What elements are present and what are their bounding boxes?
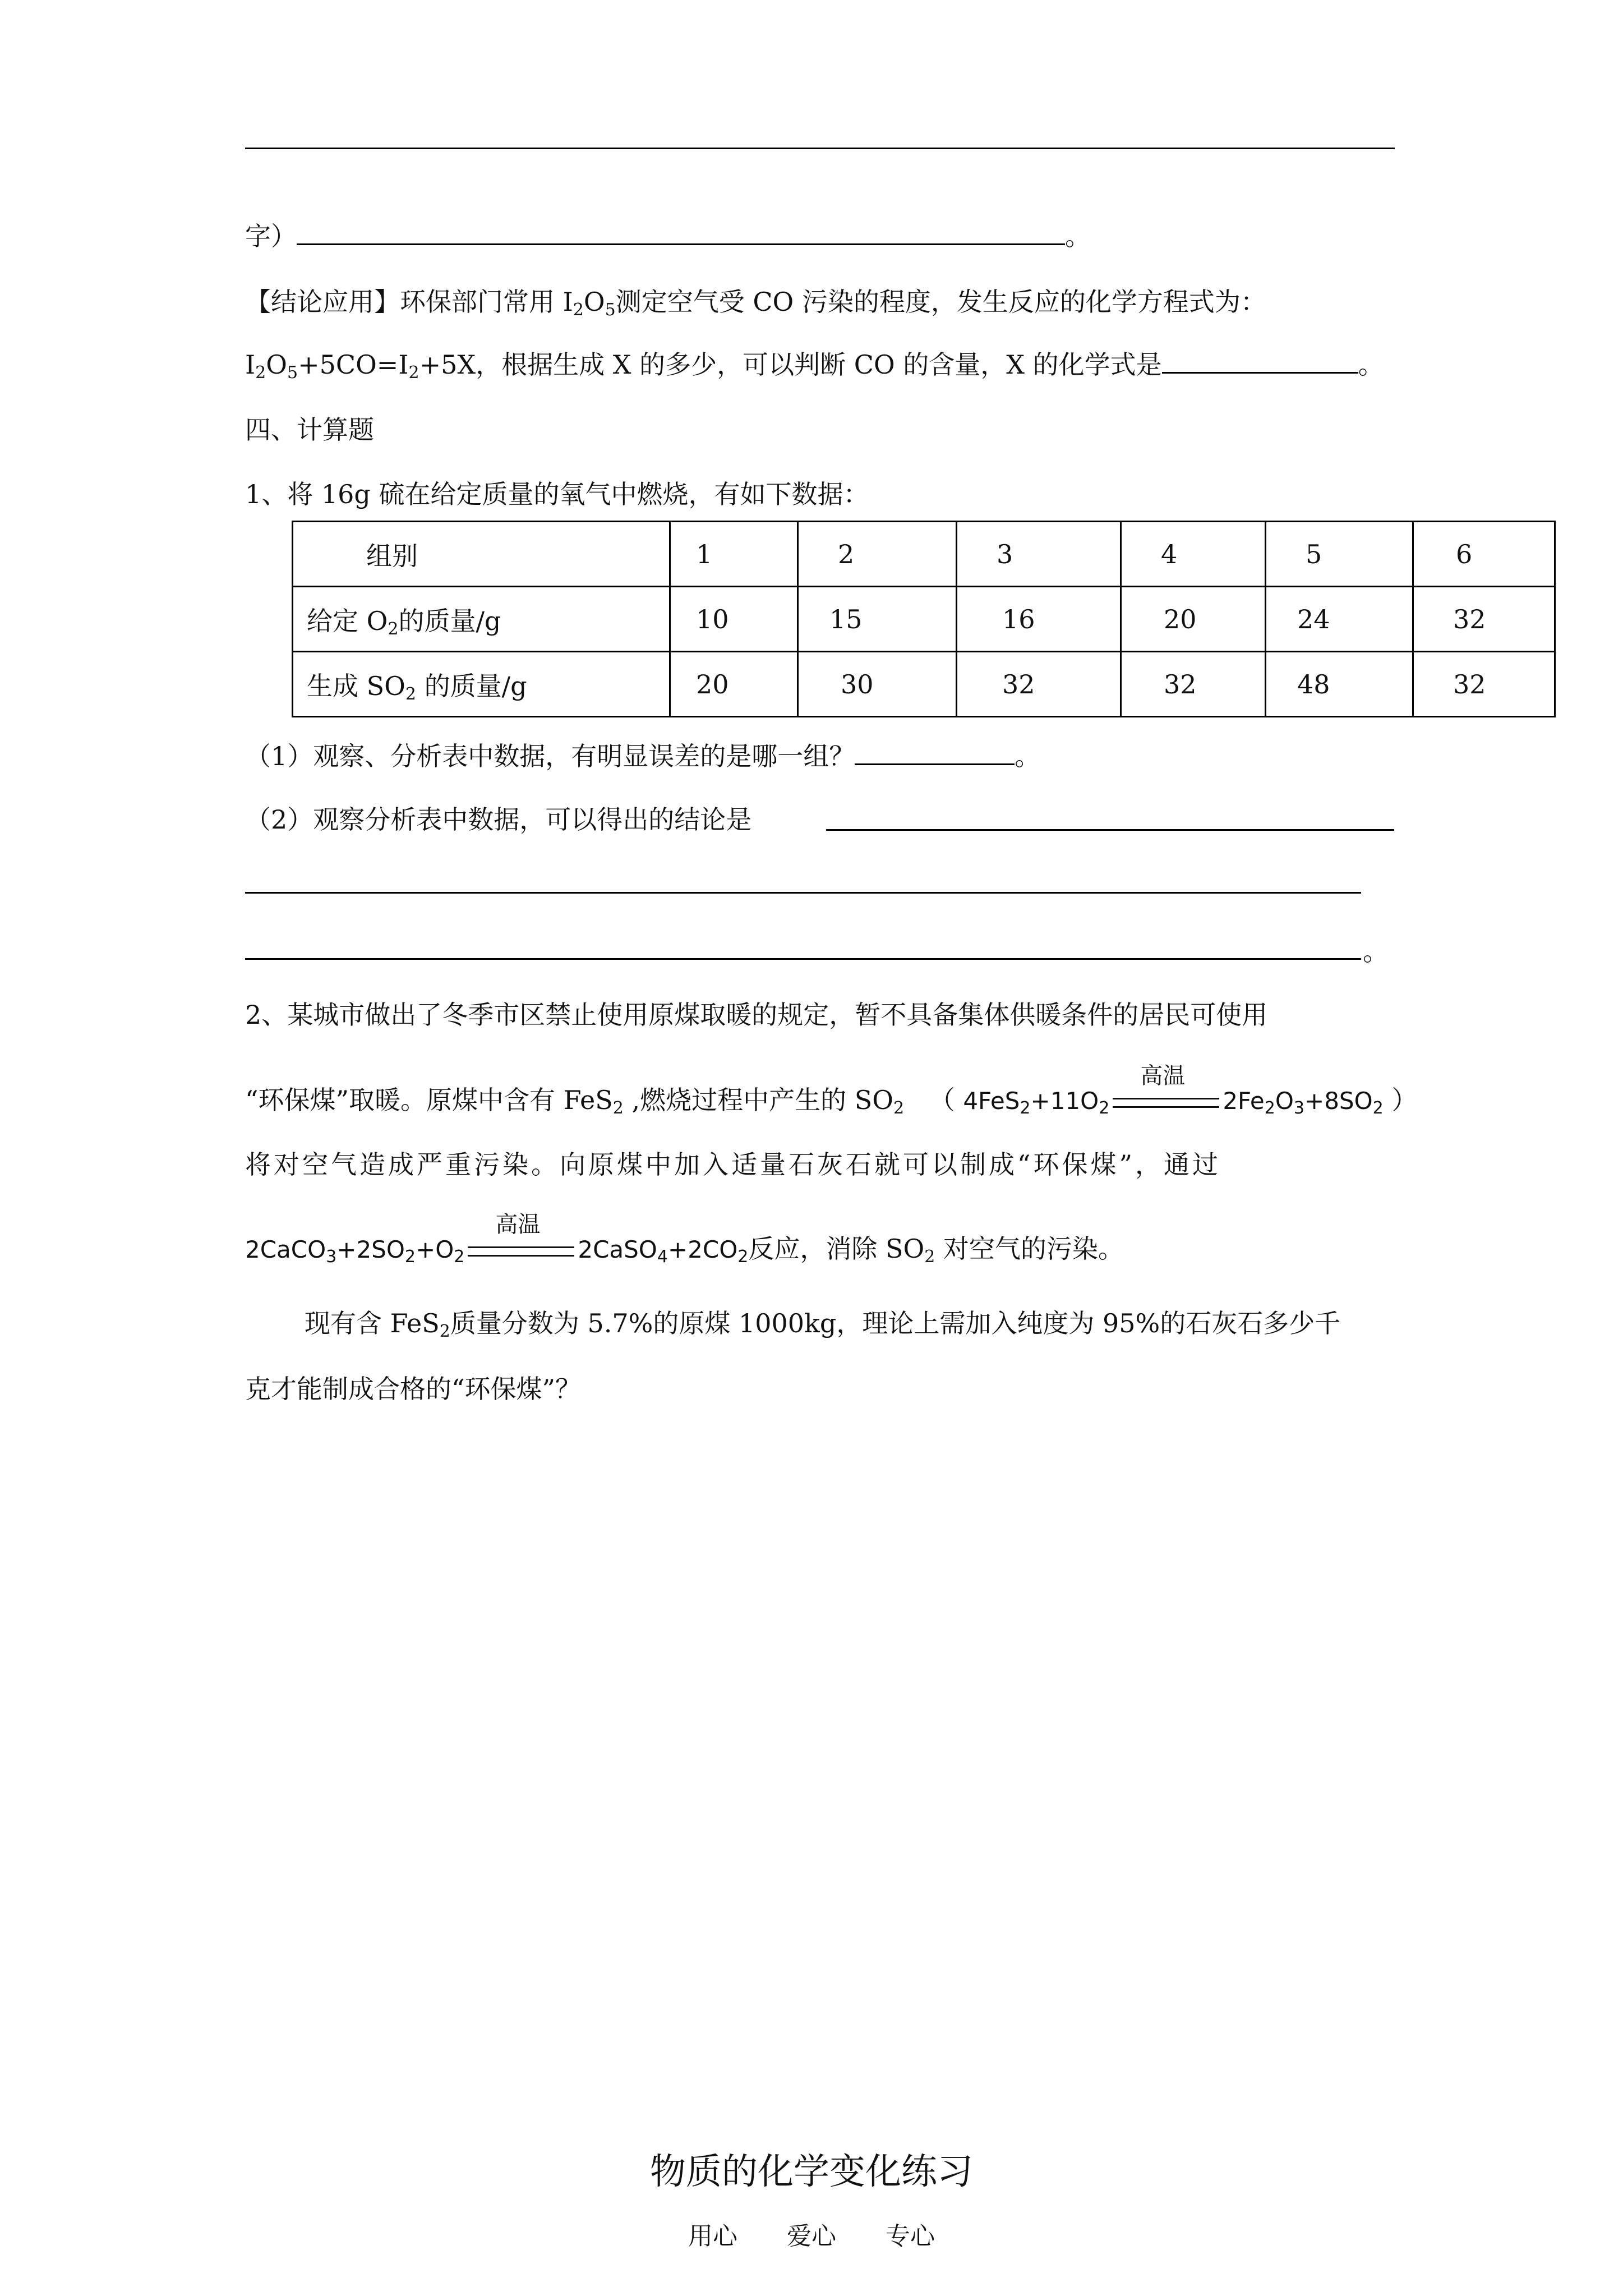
p3-sub-b: 5 xyxy=(287,363,298,383)
p1-post: 。 xyxy=(1065,221,1091,251)
paragraph-1 xyxy=(245,216,1091,253)
data-table xyxy=(292,521,1556,717)
header-rule xyxy=(245,148,1395,149)
conclusion-label: 【结论应用】 xyxy=(245,287,400,317)
q2-line2-b: ,燃烧过程中产生的 SO xyxy=(623,1085,893,1115)
p3-text-b: O xyxy=(266,349,287,380)
p3-post: 。 xyxy=(1358,349,1384,380)
p2-sub-a: 2 xyxy=(573,300,584,320)
q2-line2 xyxy=(245,1063,1418,1118)
q2-line4-a: 反应，消除 SO xyxy=(748,1234,925,1264)
q2-line5-b: 质量分数为 5.7%的原煤 1000kg，理论上需加入纯度为 95%的石灰石多少千 xyxy=(450,1308,1341,1338)
table-cell: 32 xyxy=(957,652,1121,717)
eq2-lhs-a: 2CaCO xyxy=(245,1236,326,1263)
row2-label-b: 的质量/g xyxy=(398,605,501,636)
eq1-rhs-c-sub: 2 xyxy=(1372,1098,1384,1118)
table-cell: 2 xyxy=(798,522,957,587)
eq1-lhs-b: +11O xyxy=(1030,1087,1099,1115)
answer-blank-3[interactable] xyxy=(855,763,1015,765)
q2-line3: 将对空气造成严重污染。向原煤中加入适量石灰石就可以制成“环保煤”，通过 xyxy=(245,1149,1221,1180)
section-heading: 四、计算题 xyxy=(245,415,374,445)
q2-line5-a: 现有含 FeS xyxy=(305,1308,440,1338)
equation-fes2-combustion xyxy=(963,1063,1384,1118)
table-cell: 20 xyxy=(1121,587,1266,652)
p2-sub-b: 5 xyxy=(605,300,616,320)
table-row xyxy=(293,587,1555,652)
table-cell: 32 xyxy=(1413,587,1555,652)
table-cell: 48 xyxy=(1266,652,1413,717)
p2-text-b: O xyxy=(583,287,605,317)
q2-line5-sub: 2 xyxy=(439,1322,450,1341)
eq1-rhs-b-sub: 3 xyxy=(1293,1098,1304,1118)
eq1-lhs-a: 4FeS xyxy=(963,1087,1020,1115)
table-cell: 1 xyxy=(670,522,798,587)
answer-blank-1[interactable] xyxy=(297,243,1065,245)
p2-text-c: 测定空气受 CO 污染的程度，发生反应的化学方程式为： xyxy=(615,287,1266,317)
p3-sub-c: 2 xyxy=(408,363,419,383)
table-row-label-so2 xyxy=(293,652,670,717)
q2-line5 xyxy=(305,1303,1340,1340)
table-cell: 6 xyxy=(1413,522,1555,587)
eq2-condition: 高温 xyxy=(495,1212,541,1237)
eq1-condition: 高温 xyxy=(1140,1063,1186,1089)
table-cell: 5 xyxy=(1266,522,1413,587)
footer-motto: 用心 爱心 专心 xyxy=(688,2222,935,2251)
eq2-rhs-b: +2CO xyxy=(667,1236,738,1263)
table-cell: 24 xyxy=(1266,587,1413,652)
eq2-lhs-c: +O xyxy=(416,1236,454,1263)
q1-sub1-post: 。 xyxy=(1015,741,1041,771)
q2-line2-sub-a: 2 xyxy=(612,1098,624,1118)
p3-sub-a: 2 xyxy=(255,363,266,383)
q2-line4-sub: 2 xyxy=(924,1247,935,1267)
paragraph-equation xyxy=(245,344,1384,381)
p3-text-a: I xyxy=(245,349,256,380)
equation-limestone xyxy=(245,1212,749,1267)
p1-pre: 字） xyxy=(245,221,297,251)
row2-label-sub: 2 xyxy=(388,619,399,639)
table-cell: 15 xyxy=(798,587,957,652)
q1-sub1-text: （1）观察、分析表中数据，有明显误差的是哪一组？ xyxy=(245,741,855,771)
answer-line-3[interactable] xyxy=(245,958,1361,960)
table-cell: 32 xyxy=(1121,652,1266,717)
q2-line2-sub-b: 2 xyxy=(893,1098,905,1118)
footer-title: 物质的化学变化练习 xyxy=(650,2151,973,2193)
eq2-rhs-b-sub: 2 xyxy=(737,1247,749,1267)
eq1-double-arrow xyxy=(1113,1098,1219,1108)
table-cell: 20 xyxy=(670,652,798,717)
answer-line-2[interactable] xyxy=(245,892,1361,894)
q2-line2-close: ） xyxy=(1391,1085,1418,1115)
eq1-lhs-b-sub: 2 xyxy=(1099,1098,1110,1118)
row3-label-sub: 2 xyxy=(405,684,416,704)
p2-text-a: 环保部门常用 I xyxy=(400,287,573,317)
eq1-rhs-a-sub: 2 xyxy=(1264,1098,1275,1118)
table-cell: 16 xyxy=(957,587,1121,652)
table-row-label-o2 xyxy=(293,587,670,652)
eq2-lhs-c-sub: 2 xyxy=(454,1247,465,1267)
eq2-rhs-a: 2CaSO xyxy=(578,1236,657,1263)
eq2-lhs-b: +2SO xyxy=(336,1236,405,1263)
eq1-rhs-a: 2Fe xyxy=(1223,1087,1265,1115)
row3-label-a: 生成 SO xyxy=(307,670,405,701)
q2-line4-b: 对空气的污染。 xyxy=(935,1234,1124,1264)
q2-line2-open: （ xyxy=(929,1085,955,1115)
q2-line4 xyxy=(245,1212,1124,1267)
q2-line2-a: “环保煤”取暖。原煤中含有 FeS xyxy=(245,1085,613,1115)
eq2-lhs-b-sub: 2 xyxy=(404,1247,416,1267)
table-row xyxy=(293,522,1555,587)
q2-line1: 2、某城市做出了冬季市区禁止使用原煤取暖的规定，暂不具备集体供暖条件的居民可使用 xyxy=(245,1000,1268,1030)
q1-intro: 1、将 16g 硫在给定质量的氧气中燃烧，有如下数据： xyxy=(245,479,869,509)
paragraph-conclusion xyxy=(245,282,1266,319)
eq1-rhs-b: O xyxy=(1275,1087,1294,1115)
eq1-lhs-a-sub: 2 xyxy=(1020,1098,1031,1118)
eq2-rhs-a-sub: 4 xyxy=(657,1247,668,1267)
table-row xyxy=(293,652,1555,717)
table-cell: 4 xyxy=(1121,522,1266,587)
eq2-lhs-a-sub: 3 xyxy=(326,1247,337,1267)
row2-label-a: 给定 O xyxy=(307,605,388,636)
p3-text-d: +5X，根据生成 X 的多少，可以判断 CO 的含量，X 的化学式是 xyxy=(419,349,1162,380)
table-cell: 3 xyxy=(957,522,1121,587)
q1-sub1 xyxy=(245,736,1040,773)
table-header-group: 组别 xyxy=(293,522,670,587)
q1-sub2 xyxy=(245,799,751,836)
p3-text-c: +5CO=I xyxy=(298,349,409,380)
row3-label-b: 的质量/g xyxy=(416,670,527,701)
q1-sub2-post: 。 xyxy=(1363,936,1389,967)
eq2-double-arrow xyxy=(468,1246,574,1257)
answer-blank-2[interactable] xyxy=(1162,372,1358,374)
table-cell: 30 xyxy=(798,652,957,717)
q1-sub2-text: （2）观察分析表中数据，可以得出的结论是 xyxy=(245,804,752,835)
table-cell: 32 xyxy=(1413,652,1555,717)
table-cell: 10 xyxy=(670,587,798,652)
q2-line6: 克才能制成合格的“环保煤”？ xyxy=(245,1374,582,1404)
eq1-rhs-c: +8SO xyxy=(1304,1087,1373,1115)
answer-line-1[interactable] xyxy=(826,829,1394,831)
